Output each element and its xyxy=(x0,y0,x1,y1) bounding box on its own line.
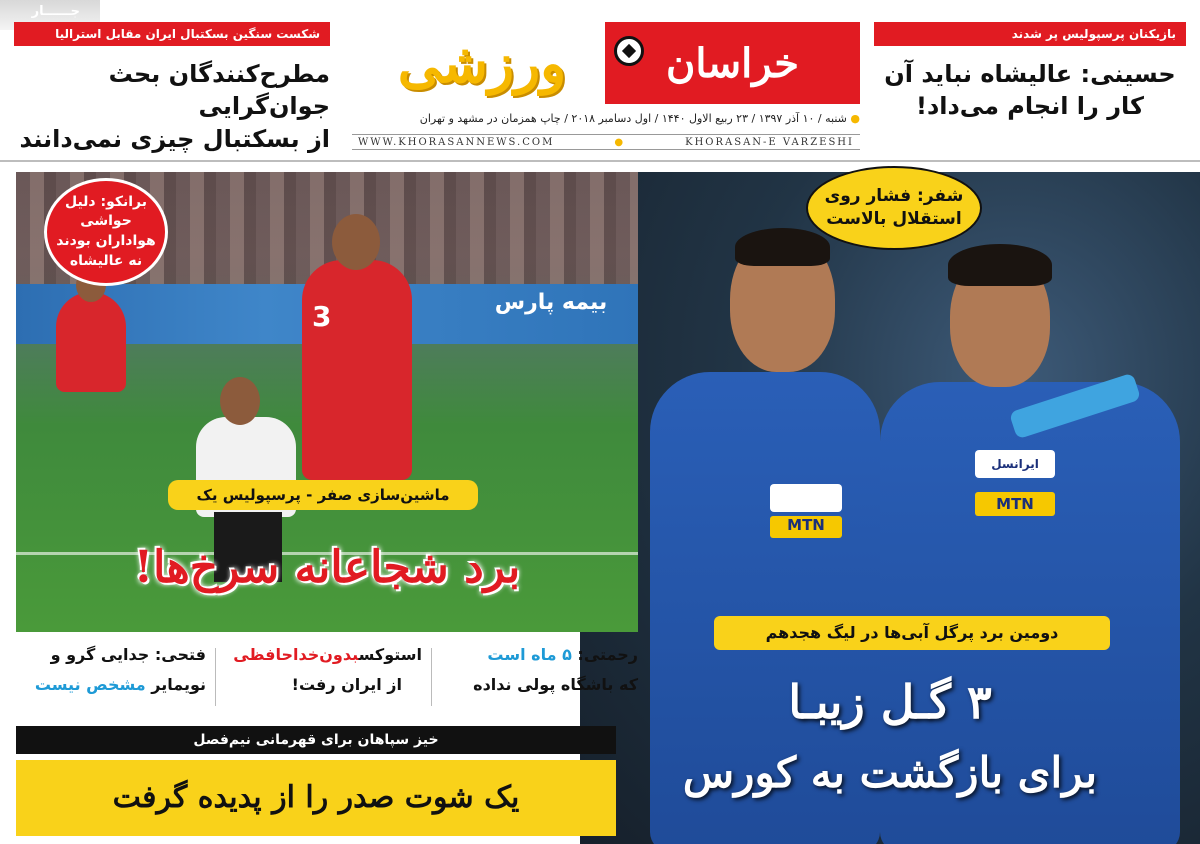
branko-quote-badge[interactable] xyxy=(44,178,168,286)
bottom-story-headline[interactable]: یک شوت صدر را از پدیده گرفت xyxy=(16,760,616,836)
ad-board-text: بیمه پارس xyxy=(494,290,608,315)
bullet-icon: ● xyxy=(614,136,626,148)
mini-story-fathi[interactable] xyxy=(20,640,206,712)
sponsor-left-mtn: MTN xyxy=(770,516,842,538)
right-top-headline-line1: حسینی: عالیشاه نباید آن xyxy=(884,60,1176,88)
badge-line2: هواداران بودند xyxy=(56,233,156,249)
left-top-headline-line2: از بسکتبال چیزی نمی‌دانند xyxy=(19,124,330,153)
left-story-headline[interactable]: برد شجاعانه سرخ‌ها! xyxy=(133,542,521,593)
dateline-text: شنبه / ۱۰ آذر ۱۳۹۷ / ۲۳ ربیع الاول ۱۴۴۰ / اول دسامبر ۲۰۱۸ / چاپ همزمان در مشهد و تهران xyxy=(419,112,847,125)
right-top-label[interactable]: بازیکنان پرسپولیس پر شدند xyxy=(874,22,1186,46)
schaefer-quote-badge[interactable] xyxy=(806,166,982,250)
mini-stories xyxy=(16,640,638,712)
right-top-headline-line2: کار را انجام می‌داد! xyxy=(916,92,1144,121)
jersey-number: 3 xyxy=(312,300,332,333)
mini-story-line2-a: نویمایر xyxy=(145,674,206,694)
mini-story-line1-a: استوکس xyxy=(358,645,422,664)
sponsor-left-logo xyxy=(770,484,842,512)
right-headline-line1: ۳ گـل زیبـا xyxy=(788,675,992,729)
player-red-main xyxy=(302,260,412,480)
mini-story-line1 xyxy=(226,640,422,670)
mini-story-stokes[interactable] xyxy=(226,640,422,712)
left-story-kicker[interactable]: ماشین‌سازی صفر - پرسپولیس یک xyxy=(168,480,478,510)
logo-red-block: خراسان xyxy=(605,22,860,104)
mini-story-line2: که باشگاه پولی نداده xyxy=(473,674,638,694)
badge-line3: نه عالیشاه xyxy=(69,252,143,269)
mini-story-line2: از ایران رفت! xyxy=(291,674,402,694)
divider xyxy=(431,648,432,706)
circle-line1: شفر: فشار روی xyxy=(824,186,964,207)
divider xyxy=(215,648,216,706)
circle-line2: استقلال بالاست xyxy=(826,209,962,229)
website-line xyxy=(352,134,860,150)
left-top-label[interactable]: شکست سنگین بسکتبال ایران مقابل استرالیا xyxy=(14,22,330,46)
player-red-main-head xyxy=(332,214,380,270)
mini-story-line1-b: ۵ ماه است xyxy=(487,645,572,664)
dateline xyxy=(352,112,860,128)
football-icon xyxy=(614,36,644,66)
logo-yellow-text: ورزشی xyxy=(397,31,567,95)
mini-story-line1 xyxy=(442,640,638,670)
mini-story-line1: فتحی: جدایی گرو و xyxy=(50,645,206,664)
right-top-headline[interactable] xyxy=(874,58,1186,123)
referee-head xyxy=(220,377,260,425)
left-top-headline-line1: مطرح‌کنندگان بحث جوان‌گرایی xyxy=(108,60,330,121)
masthead-logo[interactable] xyxy=(352,22,860,104)
mini-story-rahmati[interactable] xyxy=(442,640,638,712)
right-story-headline[interactable] xyxy=(600,666,1180,808)
mini-story-line1-a: رحمتی: xyxy=(571,645,638,664)
player-right-hair xyxy=(948,244,1052,286)
right-headline-line2: برای بازگشت به کورس xyxy=(682,748,1098,797)
player-red-background xyxy=(56,292,126,392)
player-left-hair xyxy=(735,228,830,266)
left-top-headline[interactable] xyxy=(14,58,330,155)
corner-tab: جــــــار xyxy=(0,0,100,30)
mini-story-line2-b: مشخص نیست xyxy=(34,674,146,694)
bullet-icon: ● xyxy=(850,112,860,125)
mini-story-line1-b: بدون‌خداحافظی xyxy=(233,645,359,664)
sponsor-right-logo: ایرانسل xyxy=(975,450,1055,478)
badge-line1: برانکو: دلیل حواشی xyxy=(64,193,148,230)
right-story-kicker[interactable]: دومین برد پرگل آبی‌ها در لیگ هجدهم xyxy=(714,616,1110,650)
bottom-story-kicker[interactable]: خیز سپاهان برای قهرمانی نیم‌فصل xyxy=(16,726,616,754)
website-url[interactable]: WWW.KHORASANNEWS.COM xyxy=(358,136,555,148)
sponsor-right-mtn: MTN xyxy=(975,492,1055,516)
mini-story-line2 xyxy=(20,670,206,700)
english-name: KHORASAN-E VARZESHI xyxy=(685,136,854,148)
masthead-divider xyxy=(0,160,1200,162)
